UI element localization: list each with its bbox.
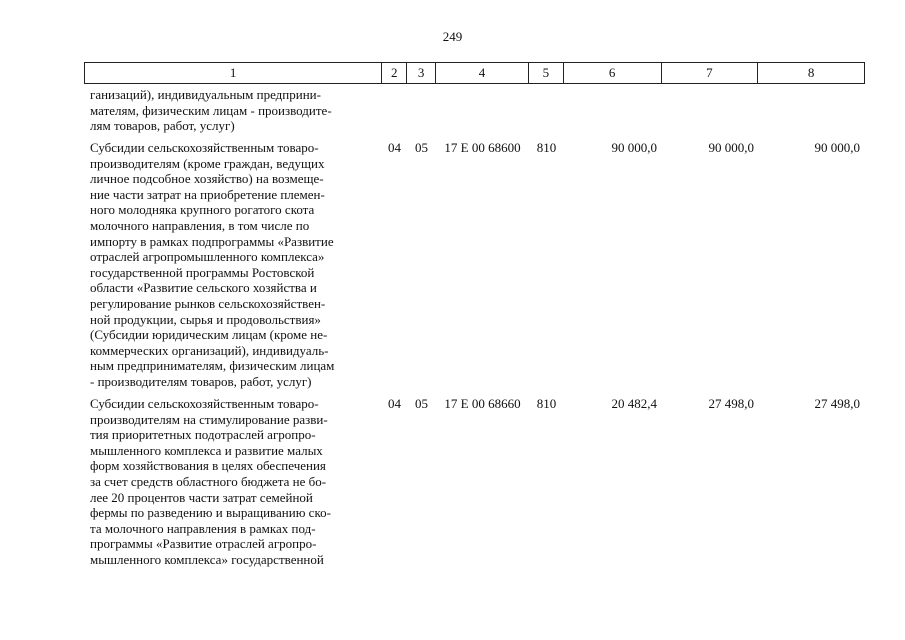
table-body	[84, 87, 865, 568]
row-amount-3: 90 000,0	[814, 140, 860, 155]
row-subsection: 05	[415, 140, 428, 155]
header-col-6: 6	[564, 63, 662, 83]
row-target-code: 17 Е 00 68600	[444, 140, 521, 155]
row-section: 04	[388, 140, 401, 155]
row-expense-type: 810	[536, 140, 557, 155]
row-amount-1: 20 482,4	[611, 396, 657, 411]
header-col-2: 2	[382, 63, 407, 83]
table-row	[84, 396, 865, 568]
row-section: 04	[388, 396, 401, 411]
row-description: ганизаций), индивидуальным предприни- мателям, физическим лицам - производите- лям товаров, работ, услуг)	[90, 87, 332, 134]
header-col-1: 1	[85, 63, 382, 83]
table-row	[84, 140, 865, 396]
header-col-4: 4	[436, 63, 529, 83]
row-target-code: 17 Е 00 68660	[444, 396, 521, 411]
header-col-8: 8	[807, 65, 815, 80]
row-amount-3: 27 498,0	[814, 396, 860, 411]
header-col-7: 7	[662, 63, 759, 83]
table-row	[84, 87, 865, 140]
table-header	[84, 62, 865, 84]
row-expense-type: 810	[536, 396, 557, 411]
header-col-5: 5	[529, 63, 564, 83]
row-description: Субсидии сельскохозяйственным товаро- производителям (кроме граждан, ведущих личное подсобное хозяйство) на возмеще- ние части затрат на приобретение племен- ного молодняка крупного рогатого скота молочного направления, в том числе по импорту в рамках подпрограммы «Развитие отраслей агропромышленного комплекса» государственной программы Ростовской области «Развитие сельского хозяйства и регулирование рынков сельскохозяйствен- ной продукции, сырья и продовольствия» (Субсидии юридическим лицам (кроме не- коммерческих организаций), индивидуаль- ным предпринимателям, физическим лицам - производителям товаров, работ, услуг)	[90, 140, 335, 389]
page-number: 249	[442, 29, 463, 44]
row-amount-2: 27 498,0	[708, 396, 754, 411]
row-subsection: 05	[415, 396, 428, 411]
row-amount-1: 90 000,0	[611, 140, 657, 155]
row-amount-2: 90 000,0	[708, 140, 754, 155]
header-col-3: 3	[407, 63, 436, 83]
row-description: Субсидии сельскохозяйственным товаро- производителям на стимулирование разви- тия приоритетных подотраслей агропро- мышленного комплекса и развитие малых форм хозяйствования в целях обеспечения за счет средств областного бюджета не бо- лее 20 процентов части затрат семейной фермы по разведению и выращиванию ско- та молочного направления в рамках под- программы «Развитие отраслей агропро- мышленного комплекса» государственной	[90, 396, 331, 567]
